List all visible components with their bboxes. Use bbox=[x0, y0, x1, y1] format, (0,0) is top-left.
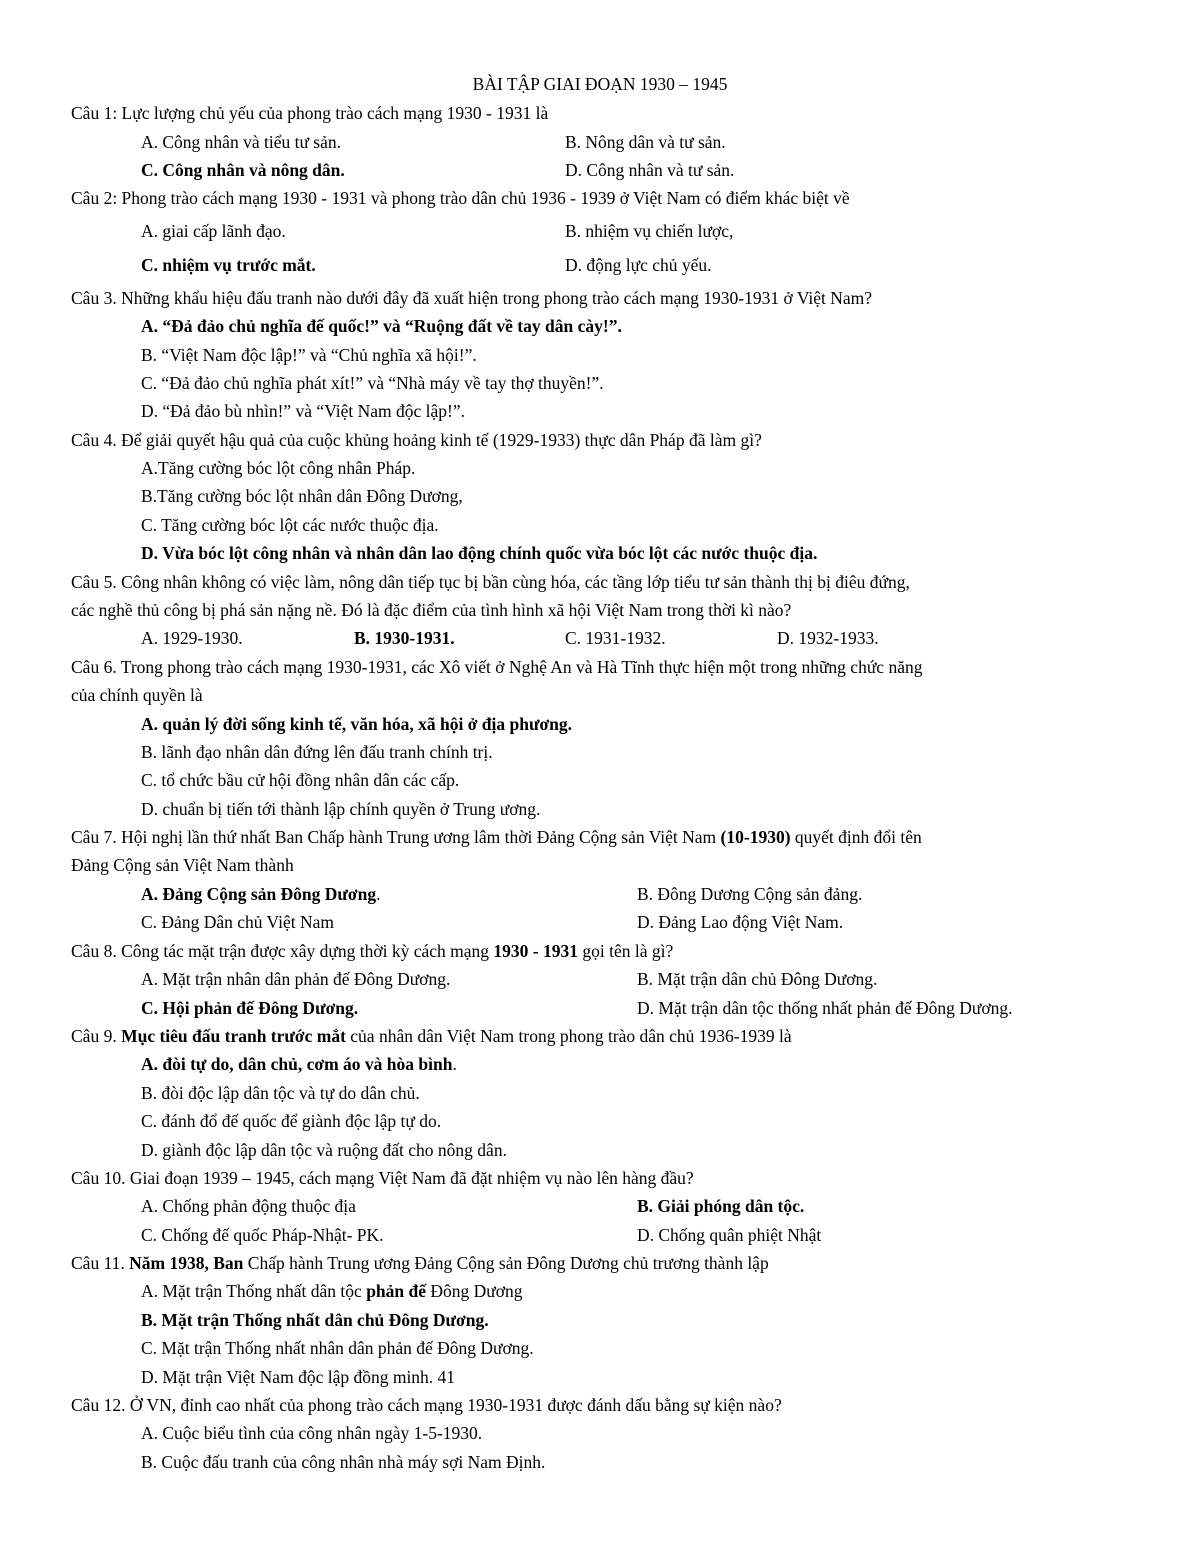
question-3-stem: Câu 3. Những khẩu hiệu đấu tranh nào dưới đây đã xuất hiện trong phong trào cách mạng 1930-1931 ở Việt Nam? bbox=[71, 288, 873, 308]
question-11-option-c: C. Mặt trận Thống nhất nhân dân phản đế Đông Dương. bbox=[141, 1338, 534, 1358]
question-8-option-a: A. Mặt trận nhân dân phản đế Đông Dương. bbox=[141, 969, 451, 989]
question-7-option-a: A. Đảng Cộng sản Đông Dương. bbox=[141, 884, 381, 904]
question-9-option-b: B. đòi độc lập dân tộc và tự do dân chủ. bbox=[141, 1083, 420, 1103]
question-5-option-d: D. 1932-1933. bbox=[777, 628, 879, 648]
question-6-option-b: B. lãnh đạo nhân dân đứng lên đấu tranh chính trị. bbox=[141, 742, 493, 762]
question-8-option-c: C. Hội phản đế Đông Dương. bbox=[141, 998, 359, 1018]
question-7-stem-line-1: Câu 7. Hội nghị lần thứ nhất Ban Chấp hành Trung ương lâm thời Đảng Cộng sản Việt Nam (10-1930) quyết định đổi tên bbox=[71, 827, 922, 847]
question-4-option-c: C. Tăng cường bóc lột các nước thuộc địa. bbox=[141, 515, 439, 535]
question-9-option-a: A. đòi tự do, dân chủ, cơm áo và hòa bình. bbox=[141, 1054, 457, 1074]
question-8-option-d: D. Mặt trận dân tộc thống nhất phản đế Đông Dương. bbox=[637, 998, 1013, 1018]
question-7-option-b: B. Đông Dương Cộng sản đảng. bbox=[637, 884, 863, 904]
question-12-option-a: A. Cuộc biểu tình của công nhân ngày 1-5-1930. bbox=[141, 1423, 483, 1443]
question-1-stem: Câu 1: Lực lượng chủ yếu của phong trào cách mạng 1930 - 1931 là bbox=[71, 103, 549, 123]
question-5-option-b: B. 1930-1931. bbox=[354, 628, 455, 648]
question-9-option-c: C. đánh đổ đế quốc để giành độc lập tự do. bbox=[141, 1111, 442, 1131]
question-3-option-d: D. “Đả đảo bù nhìn!” và “Việt Nam độc lập!”. bbox=[141, 401, 466, 421]
question-2-option-d: D. động lực chủ yếu. bbox=[565, 255, 712, 275]
question-1-option-b: B. Nông dân và tư sản. bbox=[565, 132, 726, 152]
question-11-stem: Câu 11. Năm 1938, Ban Chấp hành Trung ương Đảng Cộng sản Đông Dương chủ trương thành lập bbox=[71, 1253, 769, 1273]
question-12-option-b: B. Cuộc đấu tranh của công nhân nhà máy sợi Nam Định. bbox=[141, 1452, 546, 1472]
question-3-option-c: C. “Đả đảo chủ nghĩa phát xít!” và “Nhà máy về tay thợ thuyền!”. bbox=[141, 373, 604, 393]
question-11-option-d: D. Mặt trận Việt Nam độc lập đồng minh. 41 bbox=[141, 1367, 456, 1387]
question-5-option-a: A. 1929-1930. bbox=[141, 628, 243, 648]
question-9-stem: Câu 9. Mục tiêu đấu tranh trước mắt của nhân dân Việt Nam trong phong trào dân chủ 1936-1939 là bbox=[71, 1026, 792, 1046]
question-10-option-c: C. Chống đế quốc Pháp-Nhật- PK. bbox=[141, 1225, 384, 1245]
question-1-option-c: C. Công nhân và nông dân. bbox=[141, 160, 345, 180]
question-6-option-c: C. tổ chức bầu cử hội đồng nhân dân các cấp. bbox=[141, 770, 460, 790]
question-5-stem-line-2: các nghề thủ công bị phá sản nặng nề. Đó là đặc điểm của tình hình xã hội Việt Nam trong thời kì nào? bbox=[71, 600, 792, 620]
question-2-stem: Câu 2: Phong trào cách mạng 1930 - 1931 và phong trào dân chủ 1936 - 1939 ở Việt Nam có điểm khác biệt về bbox=[71, 188, 850, 208]
question-5-stem-line-1: Câu 5. Công nhân không có việc làm, nông dân tiếp tục bị bần cùng hóa, các tầng lớp tiểu tư sản thành thị bị điêu đứng, bbox=[71, 572, 910, 592]
question-10-option-b: B. Giải phóng dân tộc. bbox=[637, 1196, 805, 1216]
question-8-option-b: B. Mặt trận dân chủ Đông Dương. bbox=[637, 969, 878, 989]
question-6-option-d: D. chuẩn bị tiến tới thành lập chính quyền ở Trung ương. bbox=[141, 799, 541, 819]
page-title: BÀI TẬP GIAI ĐOẠN 1930 – 1945 bbox=[472, 74, 728, 94]
question-10-option-d: D. Chống quân phiệt Nhật bbox=[637, 1225, 822, 1245]
question-8-stem: Câu 8. Công tác mặt trận được xây dựng thời kỳ cách mạng 1930 - 1931 gọi tên là gì? bbox=[71, 941, 674, 961]
question-1-option-a: A. Công nhân và tiểu tư sản. bbox=[141, 132, 342, 152]
question-11-option-a: A. Mặt trận Thống nhất dân tộc phản đế Đông Dương bbox=[141, 1281, 523, 1301]
question-2-option-b: B. nhiệm vụ chiến lược, bbox=[565, 221, 734, 241]
question-2-option-c: C. nhiệm vụ trước mắt. bbox=[141, 255, 316, 275]
question-3-option-a: A. “Đả đảo chủ nghĩa đế quốc!” và “Ruộng đất về tay dân cày!”. bbox=[141, 316, 622, 336]
question-7-option-d: D. Đảng Lao động Việt Nam. bbox=[637, 912, 844, 932]
question-7-option-c: C. Đảng Dân chủ Việt Nam bbox=[141, 912, 335, 932]
question-3-option-b: B. “Việt Nam độc lập!” và “Chủ nghĩa xã hội!”. bbox=[141, 345, 477, 365]
question-4-option-b: B.Tăng cường bóc lột nhân dân Đông Dương, bbox=[141, 486, 463, 506]
question-12-stem: Câu 12. Ở VN, đỉnh cao nhất của phong trào cách mạng 1930-1931 được đánh dấu bằng sự kiện nào? bbox=[71, 1395, 782, 1415]
question-10-option-a: A. Chống phản động thuộc địa bbox=[141, 1196, 356, 1216]
question-10-stem: Câu 10. Giai đoạn 1939 – 1945, cách mạng Việt Nam đã đặt nhiệm vụ nào lên hàng đầu? bbox=[71, 1168, 694, 1188]
question-5-option-c: C. 1931-1932. bbox=[565, 628, 666, 648]
question-4-stem: Câu 4. Để giải quyết hậu quả của cuộc khủng hoảng kinh tế (1929-1933) thực dân Pháp đã làm gì? bbox=[71, 430, 762, 450]
question-6-stem-line-1: Câu 6. Trong phong trào cách mạng 1930-1931, các Xô viết ở Nghệ An và Hà Tĩnh thực hiện một trong những chức năng bbox=[71, 657, 923, 677]
question-6-option-a: A. quản lý đời sống kinh tế, văn hóa, xã hội ở địa phương. bbox=[141, 714, 573, 734]
question-1-option-d: D. Công nhân và tư sản. bbox=[565, 160, 735, 180]
question-6-stem-line-2: của chính quyền là bbox=[71, 685, 203, 705]
question-11-option-b: B. Mặt trận Thống nhất dân chủ Đông Dương. bbox=[141, 1310, 489, 1330]
question-4-option-a: A.Tăng cường bóc lột công nhân Pháp. bbox=[141, 458, 416, 478]
question-9-option-d: D. giành độc lập dân tộc và ruộng đất cho nông dân. bbox=[141, 1140, 507, 1160]
question-2-option-a: A. giai cấp lãnh đạo. bbox=[141, 221, 286, 241]
question-4-option-d: D. Vừa bóc lột công nhân và nhân dân lao động chính quốc vừa bóc lột các nước thuộc địa. bbox=[141, 543, 818, 563]
question-7-stem-line-2: Đảng Cộng sản Việt Nam thành bbox=[71, 855, 294, 875]
